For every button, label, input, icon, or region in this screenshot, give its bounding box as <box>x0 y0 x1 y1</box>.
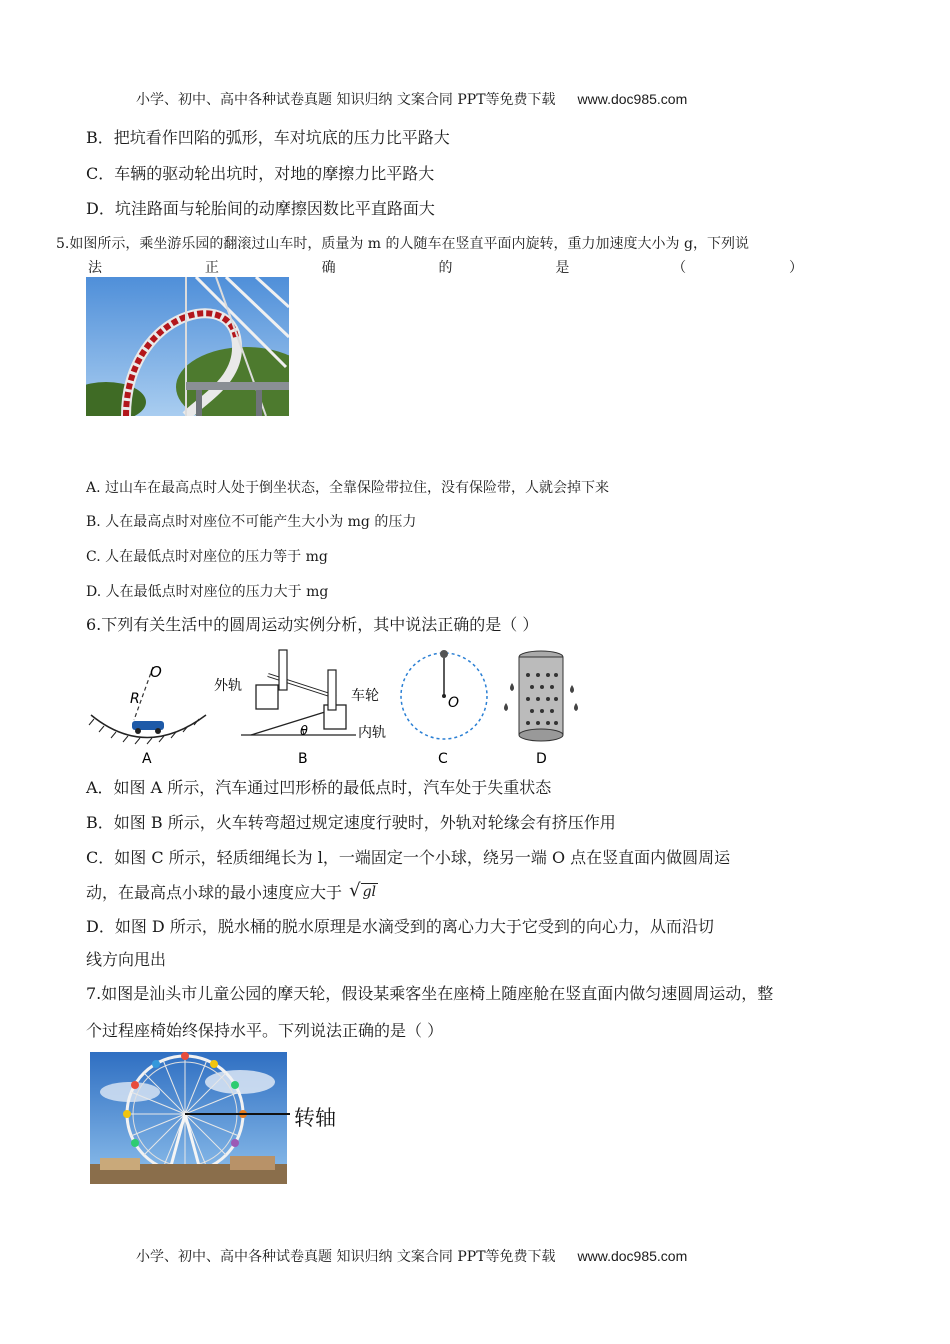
q6-option-d-line2: 线方向甩出 <box>86 950 167 969</box>
figure-d <box>504 651 578 767</box>
q5-option-d: D. 人在最低点时对座位的压力大于 mg <box>86 584 329 600</box>
ferris-wheel-photo <box>90 1052 287 1184</box>
figure-a <box>89 663 206 767</box>
figure-b <box>214 650 386 767</box>
figure-b-inner-rail-label: 内轨 <box>358 725 386 741</box>
figure-a-label: A <box>142 751 152 767</box>
q5-char: 是 <box>555 260 570 276</box>
q6-option-c-line2 <box>86 880 378 903</box>
header-text: 小学、初中、高中各种试卷真题 知识归纳 文案合同 PPT等免费下载 <box>136 92 556 108</box>
footer-text: 小学、初中、高中各种试卷真题 知识归纳 文案合同 PPT等免费下载 <box>136 1249 556 1265</box>
q4-option-c: C．车辆的驱动轮出坑时，对地的摩擦力比平路大 <box>86 164 435 183</box>
q7-stem-line1: 7.如图是汕头市儿童公园的摩天轮，假设某乘客坐在座椅上随座舱在竖直面内做匀速圆周运动，整 <box>86 984 774 1003</box>
footer-site-link[interactable]: www.doc985.com <box>577 1248 688 1264</box>
q5-option-b: B. 人在最高点时对座位不可能产生大小为 mg 的压力 <box>86 514 417 530</box>
page-footer <box>136 1246 687 1266</box>
figure-b-theta-label: θ <box>300 724 308 739</box>
q6-option-c-line1: C．如图 C 所示，轻质细绳长为 l，一端固定一个小球，绕另一端 O 点在竖直面内做圆周运 <box>86 848 731 867</box>
figure-c-label: C <box>438 751 448 767</box>
q5-char: 正 <box>204 260 219 276</box>
figure-a-r-label: R <box>130 691 140 707</box>
ferris-wheel-figure <box>90 1052 350 1184</box>
sqrt-icon: √ <box>349 880 361 901</box>
q6-figure <box>86 645 596 770</box>
figure-c-o-label: O <box>448 695 460 711</box>
figure-a-o-label: O <box>150 663 162 681</box>
q4-option-d: D．坑洼路面与轮胎间的动摩擦因数比平直路面大 <box>86 199 435 218</box>
q5-option-c: C. 人在最低点时对座位的压力等于 mg <box>86 549 328 565</box>
q5-char: 确 <box>321 260 336 276</box>
header-site-link[interactable]: www.doc985.com <box>577 91 688 107</box>
q6-option-c-text: 动，在最高点小球的最小速度应大于 <box>86 883 343 902</box>
q4-option-b: B．把坑看作凹陷的弧形，车对坑底的压力比平路大 <box>86 128 450 147</box>
q6-option-b: B．如图 B 所示，火车转弯超过规定速度行驶时，外轨对轮缘会有挤压作用 <box>86 813 616 832</box>
page-header <box>136 89 687 109</box>
axis-label: 转轴 <box>294 1106 336 1130</box>
q5-char: （ <box>672 260 687 276</box>
figure-d-label: D <box>536 751 547 767</box>
q5-char: 法 <box>88 260 102 276</box>
q6-stem: 6.下列有关生活中的圆周运动实例分析，其中说法正确的是（ ） <box>86 615 539 634</box>
q6-option-d-line1: D．如图 D 所示，脱水桶的脱水原理是水滴受到的离心力大于它受到的向心力，从而沿切 <box>86 917 714 936</box>
q5-char: 的 <box>438 260 453 276</box>
q7-stem-line2: 个过程座椅始终保持水平。下列说法正确的是（ ） <box>86 1021 444 1040</box>
sqrt-expression <box>349 880 378 901</box>
figure-c <box>401 650 487 767</box>
figure-b-wheel-label: 车轮 <box>351 688 379 704</box>
figure-b-outer-rail-label: 外轨 <box>214 678 242 694</box>
figure-b-label: B <box>298 751 308 767</box>
q5-stem-line2 <box>88 257 803 277</box>
q6-option-a: A．如图 A 所示，汽车通过凹形桥的最低点时，汽车处于失重状态 <box>86 778 552 797</box>
q5-option-a: A. 过山车在最高点时人处于倒坐状态，全靠保险带拉住，没有保险带，人就会掉下来 <box>86 480 610 496</box>
sqrt-radicand: gl <box>362 884 377 900</box>
q5-stem-line1: 5.如图所示，乘坐游乐园的翻滚过山车时，质量为 m 的人随车在竖直平面内旋转，重力加速度大小为 g，下列说 <box>56 236 749 252</box>
q5-char: ） <box>788 260 803 276</box>
roller-coaster-photo <box>86 277 289 416</box>
